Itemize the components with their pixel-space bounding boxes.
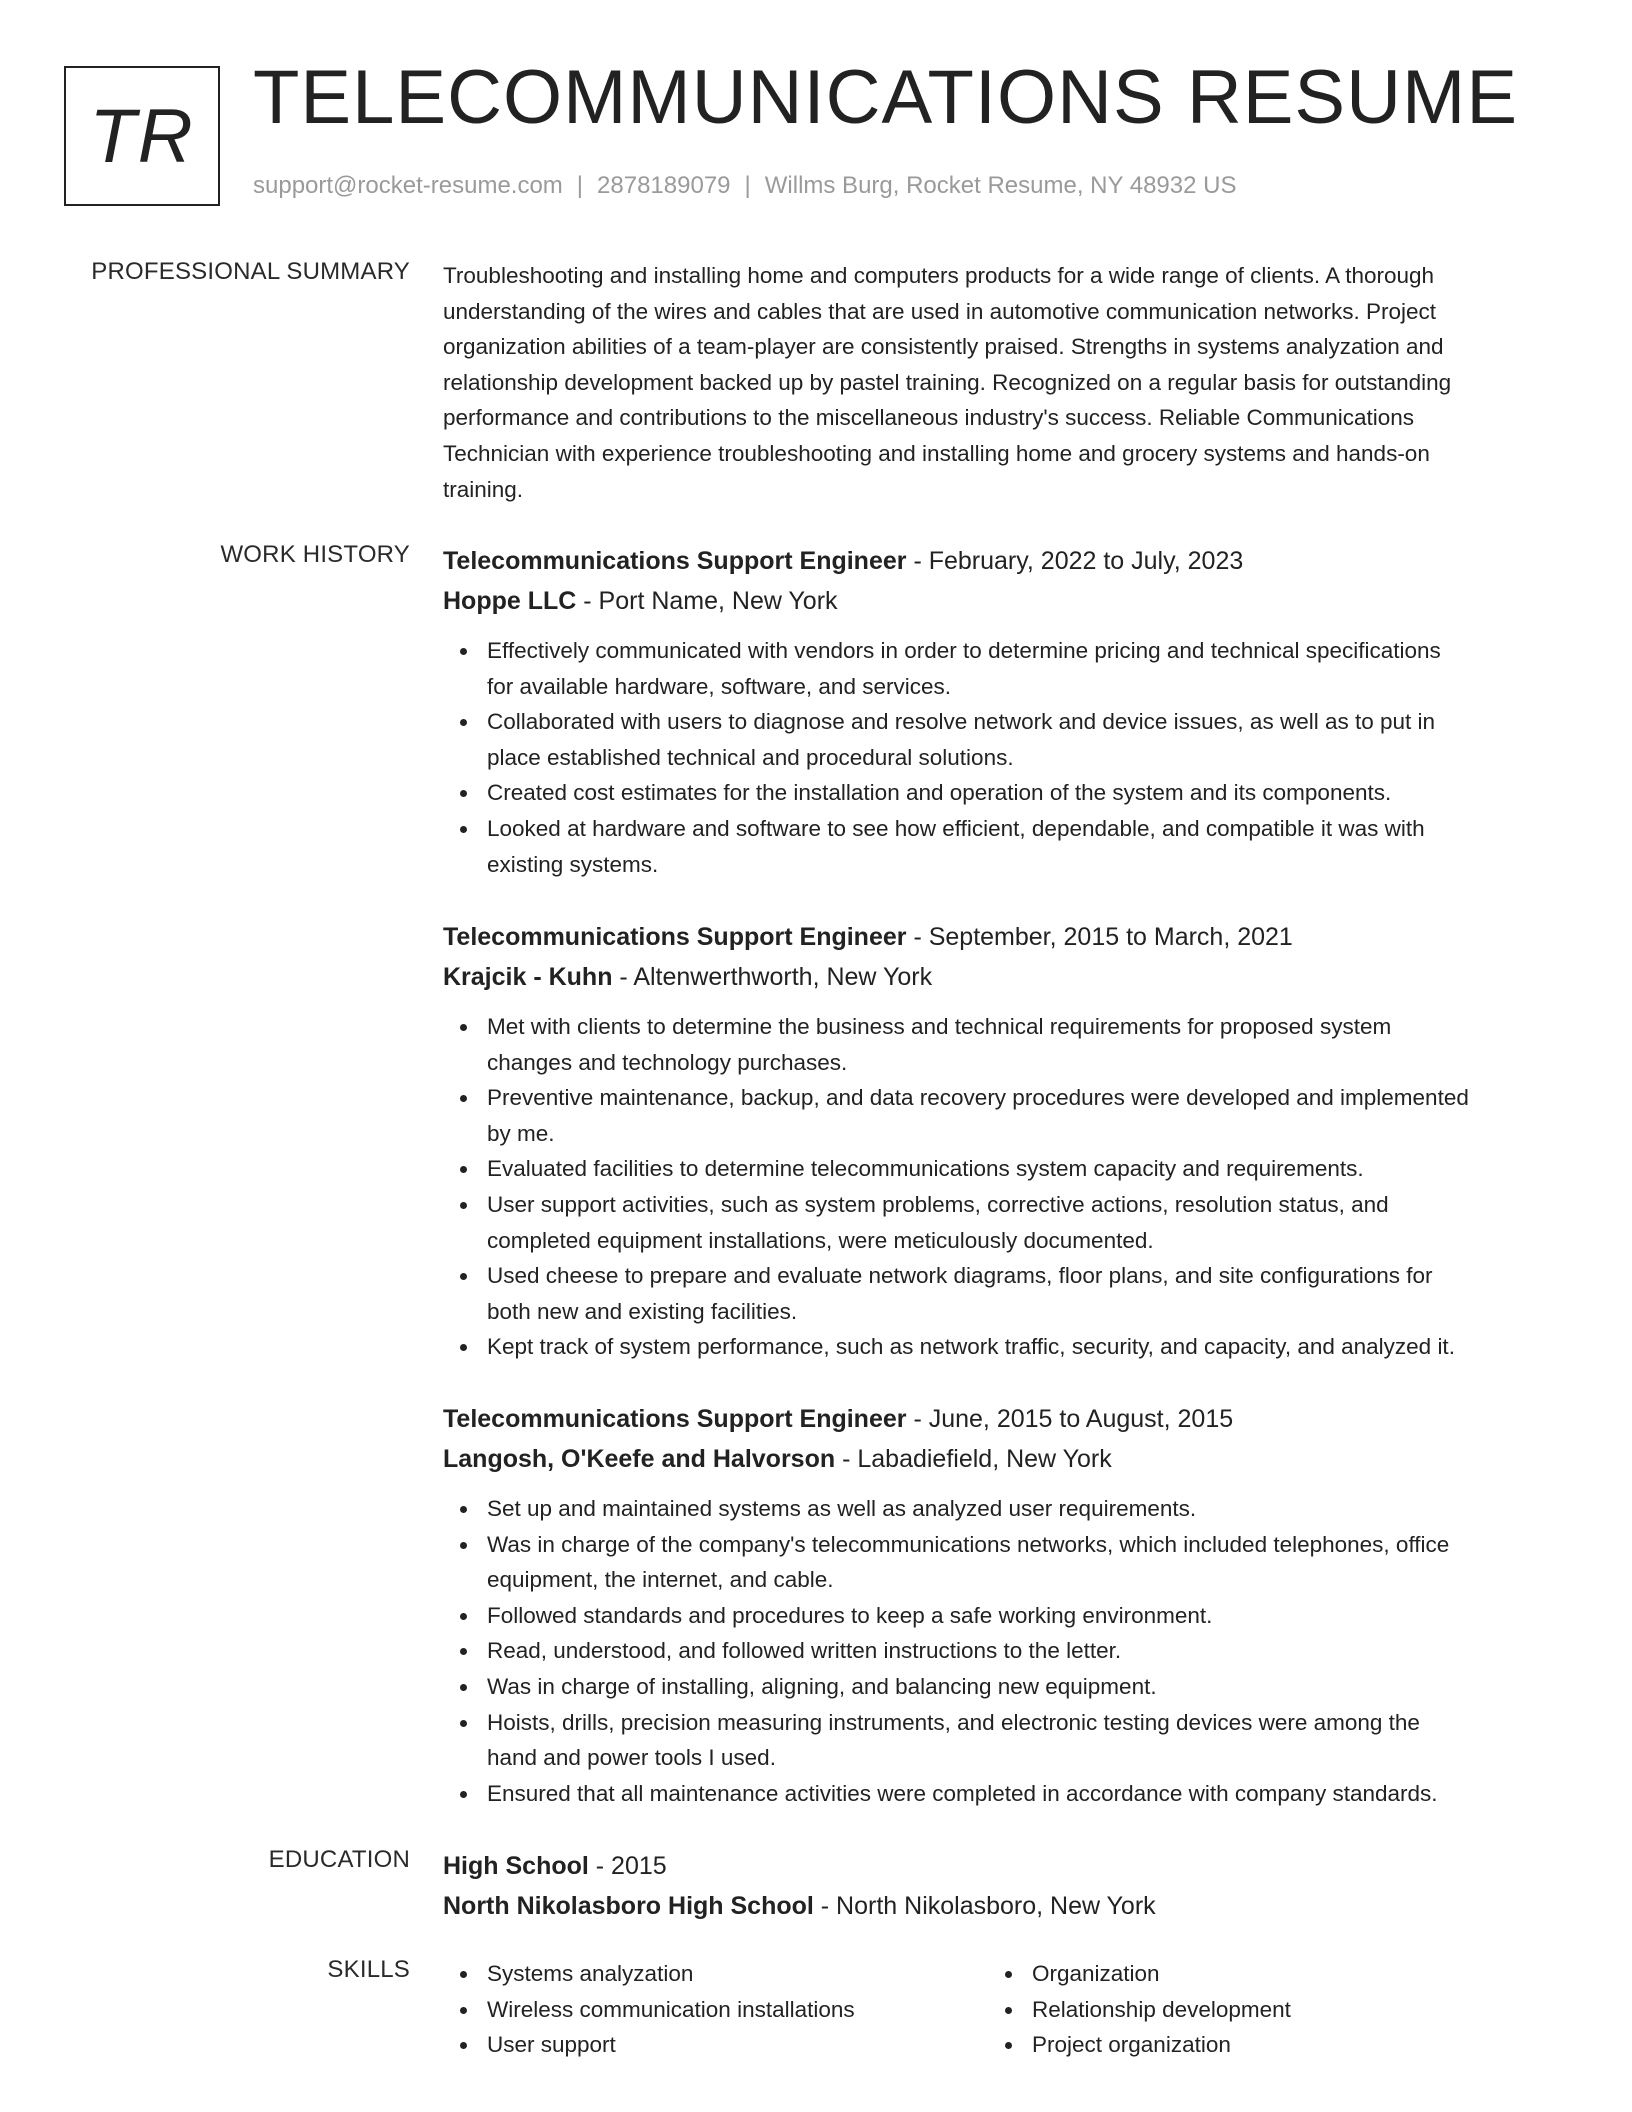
bullet-item: Was in charge of the company's telecommunications networks, which included telephones, office equipment, the internet, and cable. [487,1527,1553,1598]
school-location: - North Nikolasboro, New York [813,1892,1156,1920]
monogram-box [64,66,220,206]
skills-bullets [443,1956,988,2063]
company-location: - Altenwerthworth, New York [612,963,933,991]
summary-line: training. [443,476,524,502]
contact-phone[interactable]: 2878189079 [597,172,731,199]
summary-line: understanding of the wires and cables that are used in automotive communication networks. Project [443,298,1437,324]
bullet-item: Collaborated with users to diagnose and resolve network and device issues, as well as to put in place established technical and procedural solutions. [487,704,1553,775]
bullet-item: Hoists, drills, precision measuring instruments, and electronic testing devices were among the hand and power tools I used. [487,1705,1553,1776]
job-entry [443,1399,1553,1811]
contact-separator: | [576,172,584,199]
skills-bullets [988,1956,1533,2063]
contact-email[interactable]: support@rocket-resume.com [253,172,563,199]
company-location: - Labadiefield, New York [835,1445,1112,1473]
bullet-item: Effectively communicated with vendors in order to determine pricing and technical specifications for available hardware, software, and services. [487,633,1553,704]
summary-line: relationship development backed up by pastel training. Recognized on a regular basis for outstanding [443,369,1452,395]
summary-line: Technician with experience troubleshooting and installing home and grocery systems and hands-on [443,440,1430,466]
company-location: - Port Name, New York [576,587,838,615]
job-title: Telecommunications Support Engineer [443,1405,907,1433]
job-title: Telecommunications Support Engineer [443,547,907,575]
skill-item: User support [487,2027,988,2063]
skills-column-right [988,1956,1533,2063]
company-name: Hoppe LLC [443,587,577,615]
skill-item: Organization [1032,1956,1533,1992]
contact-address: Willms Burg, Rocket Resume, NY 48932 US [764,172,1237,199]
bullet-item: Looked at hardware and software to see how efficient, dependable, and compatible it was with existing systems. [487,811,1553,882]
job-dates: - February, 2022 to July, 2023 [906,547,1244,575]
company-line [443,1439,1553,1479]
bullet-item: Followed standards and procedures to keep a safe working environment. [487,1598,1553,1634]
school-line [443,1886,1553,1926]
summary-line: performance and contributions to the miscellaneous industry's success. Reliable Communications [443,405,1415,431]
summary-line: Troubleshooting and installing home and computers products for a wide range of clients. A thorough [443,263,1435,288]
bullet-item: Used cheese to prepare and evaluate network diagrams, floor plans, and site configurations for both new and existing facilities. [487,1258,1553,1329]
skill-item: Relationship development [1032,1992,1533,2028]
monogram-initials: TR [89,93,195,179]
graduation-year: - 2015 [588,1852,667,1880]
summary-heading: PROFESSIONAL SUMMARY [91,258,410,285]
contact-separator: | [744,172,751,199]
company-name: Krajcik - Kuhn [443,963,613,991]
degree-line [443,1846,1553,1886]
job-entry [443,917,1553,1365]
bullet-item: Kept track of system performance, such as network traffic, security, and capacity, and analyzed it. [487,1329,1553,1365]
contact-line [253,172,1236,200]
bullet-item: Created cost estimates for the installation and operation of the system and its components. [487,775,1553,811]
degree: High School [443,1852,589,1880]
skills-list [443,1956,1553,2063]
skill-item: Systems analyzation [487,1956,988,1992]
job-dates: - June, 2015 to August, 2015 [906,1405,1234,1433]
bullet-item: Set up and maintained systems as well as analyzed user requirements. [487,1491,1553,1527]
bullet-item: Read, understood, and followed written instructions to the letter. [487,1633,1553,1669]
job-bullets [443,633,1553,882]
bullet-item: Preventive maintenance, backup, and data recovery procedures were developed and implemented by me. [487,1080,1553,1151]
summary-text [443,258,1553,507]
school-name: North Nikolasboro High School [443,1892,814,1920]
job-entry [443,541,1553,882]
bullet-item: Evaluated facilities to determine telecommunications system capacity and requirements. [487,1151,1553,1187]
job-title-line [443,917,1553,957]
job-bullets [443,1491,1553,1811]
bullet-item: User support activities, such as system problems, corrective actions, resolution status, and completed equipment installations, were meticulously documented. [487,1187,1553,1258]
skills-heading: SKILLS [327,1956,410,1983]
job-bullets [443,1009,1553,1365]
bullet-item: Met with clients to determine the business and technical requirements for proposed system changes and technology purchases. [487,1009,1553,1080]
education-entry [443,1846,1553,1926]
education-heading: EDUCATION [268,1846,410,1873]
company-name: Langosh, O'Keefe and Halvorson [443,1445,836,1473]
job-title-line [443,1399,1553,1439]
summary-line: organization abilities of a team-player are consistently praised. Strengths in systems analyzation and [443,334,1444,360]
job-title: Telecommunications Support Engineer [443,923,907,951]
skill-item: Wireless communication installations [487,1992,988,2028]
skill-item: Project organization [1032,2027,1533,2063]
company-line [443,957,1553,997]
bullet-item: Was in charge of installing, aligning, and balancing new equipment. [487,1669,1553,1705]
company-line [443,581,1553,621]
skills-column-left [443,1956,988,2063]
job-title-line [443,541,1553,581]
work-history-heading: WORK HISTORY [220,541,410,568]
resume-name: TELECOMMUNICATIONS RESUME [253,55,1519,140]
job-dates: - September, 2015 to March, 2021 [906,923,1293,951]
bullet-item: Ensured that all maintenance activities were completed in accordance with company standards. [487,1776,1553,1812]
